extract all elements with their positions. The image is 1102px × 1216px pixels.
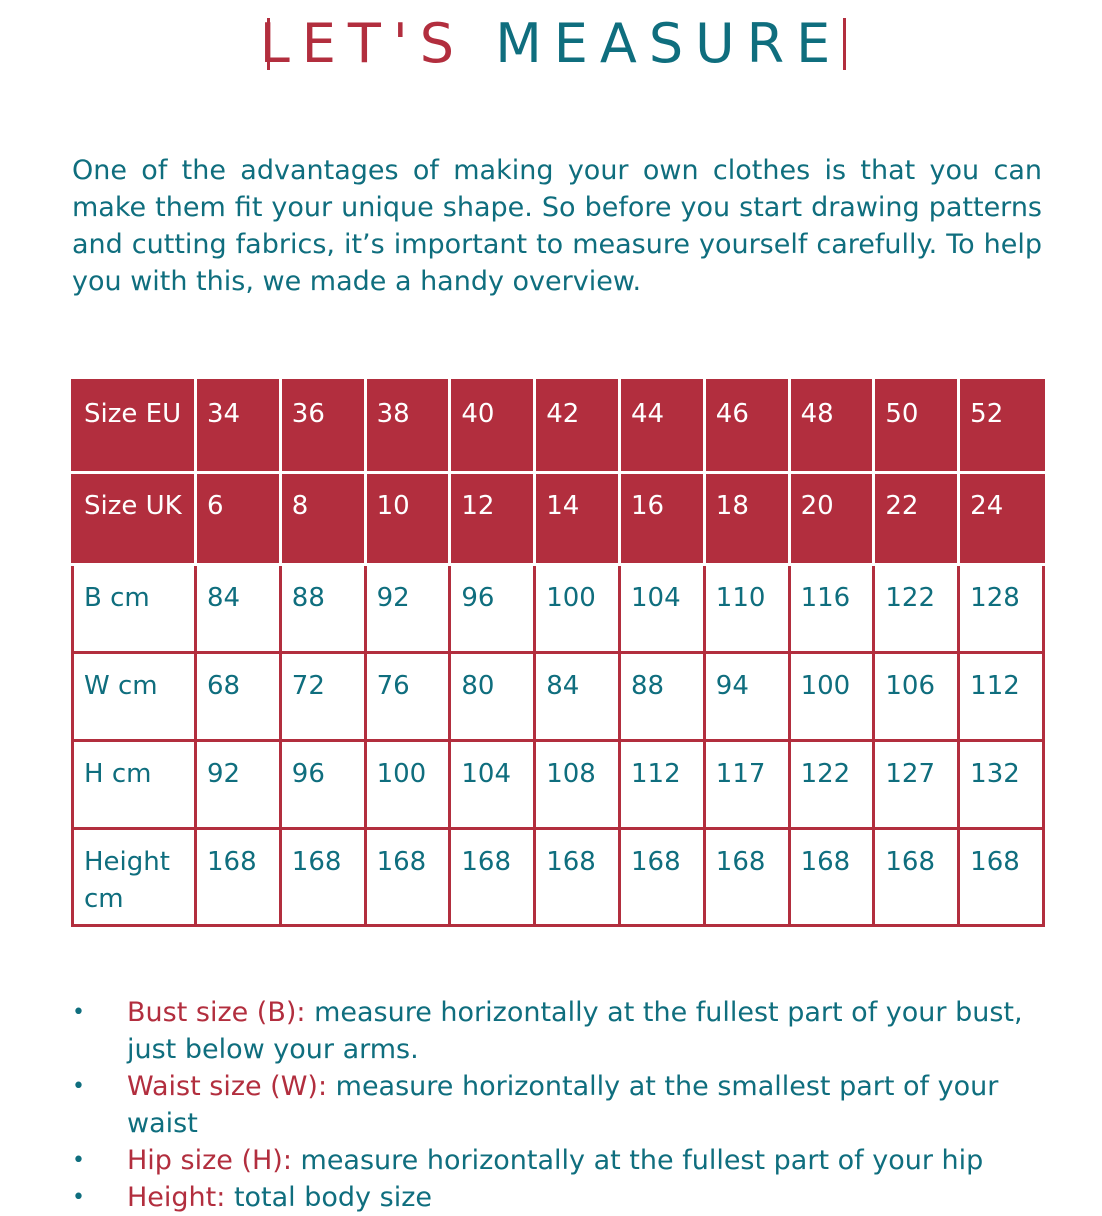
list-item — [72, 1068, 1044, 1142]
table-cell: 168 — [535, 829, 620, 926]
table-cell: 168 — [874, 829, 959, 926]
title-measure: MEASURE — [495, 12, 843, 75]
table-cell: 92 — [196, 741, 281, 829]
table-cell: 108 — [535, 741, 620, 829]
table-cell: 10 — [365, 473, 450, 565]
table-cell: 88 — [280, 565, 365, 653]
table-cell: 112 — [959, 653, 1044, 741]
size-table — [71, 379, 1045, 927]
table-cell: 72 — [280, 653, 365, 741]
table-cell: 116 — [789, 565, 874, 653]
table-cell: 6 — [196, 473, 281, 565]
table-row — [73, 653, 1044, 741]
measurement-notes — [72, 994, 1044, 1216]
list-item — [72, 994, 1044, 1068]
table-cell: 106 — [874, 653, 959, 741]
table-cell: 117 — [704, 741, 789, 829]
table-cell: 8 — [280, 473, 365, 565]
row-label: Size UK — [73, 473, 196, 565]
table-cell: 132 — [959, 741, 1044, 829]
bullet-icon: • — [72, 1074, 85, 1099]
table-cell: 20 — [789, 473, 874, 565]
table-cell: 100 — [789, 653, 874, 741]
note-term: Waist size (W): — [127, 1071, 328, 1102]
table-cell: 168 — [619, 829, 704, 926]
table-cell: 50 — [874, 381, 959, 473]
row-label: H cm — [73, 741, 196, 829]
row-label: Height cm — [73, 829, 196, 926]
table-cell: 128 — [959, 565, 1044, 653]
bullet-icon: • — [72, 1185, 85, 1210]
note-term: Bust size (B): — [127, 997, 306, 1028]
table-row — [73, 565, 1044, 653]
note-description: measure horizontally at the fullest part of your hip — [291, 1145, 984, 1176]
note-term: Hip size (H): — [127, 1145, 292, 1176]
table-cell: 104 — [619, 565, 704, 653]
table-cell: 48 — [789, 381, 874, 473]
table-cell: 42 — [535, 381, 620, 473]
page-title — [0, 14, 1102, 74]
table-cell: 168 — [196, 829, 281, 926]
table-cell: 88 — [619, 653, 704, 741]
table-cell: 92 — [365, 565, 450, 653]
table-cell: 52 — [959, 381, 1044, 473]
table-cell: 76 — [365, 653, 450, 741]
table-cell: 96 — [280, 741, 365, 829]
table-cell: 22 — [874, 473, 959, 565]
page-header — [0, 14, 1102, 74]
table-cell: 24 — [959, 473, 1044, 565]
table-cell: 40 — [450, 381, 535, 473]
table-row — [73, 829, 1044, 926]
intro-paragraph: One of the advantages of making your own clothes is that you can make them fit your unique shape. So before you start drawing patterns and cutting fabrics, it’s important to measure yourself carefully. To help you with this, we made a handy overview. — [72, 155, 1042, 297]
table-cell: 36 — [280, 381, 365, 473]
note-term: Height: — [127, 1182, 226, 1213]
table-cell: 44 — [619, 381, 704, 473]
table-cell: 127 — [874, 741, 959, 829]
list-item — [72, 1142, 1044, 1179]
list-item — [72, 1179, 1044, 1216]
row-label: B cm — [73, 565, 196, 653]
table-cell: 168 — [280, 829, 365, 926]
table-cell: 168 — [789, 829, 874, 926]
table-cell: 14 — [535, 473, 620, 565]
table-cell: 12 — [450, 473, 535, 565]
table-cell: 16 — [619, 473, 704, 565]
note-description: measure horizontally at the fullest part of your bust, just below your arms. — [127, 997, 1023, 1065]
table-cell: 94 — [704, 653, 789, 741]
table-cell: 46 — [704, 381, 789, 473]
table-row — [73, 741, 1044, 829]
title-lets: LET'S — [259, 12, 467, 75]
table-cell: 112 — [619, 741, 704, 829]
note-description: measure horizontally at the smallest part of your waist — [127, 1071, 999, 1139]
table-cell: 110 — [704, 565, 789, 653]
table-row — [73, 473, 1044, 565]
table-cell: 168 — [959, 829, 1044, 926]
note-description: total body size — [225, 1182, 432, 1213]
table-cell: 80 — [450, 653, 535, 741]
title-right-divider — [843, 18, 846, 70]
table-cell: 68 — [196, 653, 281, 741]
table-cell: 84 — [196, 565, 281, 653]
table-cell: 122 — [789, 741, 874, 829]
table-cell: 168 — [704, 829, 789, 926]
table-cell: 168 — [450, 829, 535, 926]
table-cell: 168 — [365, 829, 450, 926]
row-label: Size EU — [73, 381, 196, 473]
table-cell: 34 — [196, 381, 281, 473]
table-row — [73, 381, 1044, 473]
table-cell: 18 — [704, 473, 789, 565]
row-label: W cm — [73, 653, 196, 741]
table-cell: 96 — [450, 565, 535, 653]
table-cell: 84 — [535, 653, 620, 741]
table-cell: 38 — [365, 381, 450, 473]
table-cell: 122 — [874, 565, 959, 653]
table-cell: 104 — [450, 741, 535, 829]
table-cell: 100 — [535, 565, 620, 653]
table-cell: 100 — [365, 741, 450, 829]
bullet-icon: • — [72, 1148, 85, 1173]
bullet-icon: • — [72, 1000, 85, 1025]
